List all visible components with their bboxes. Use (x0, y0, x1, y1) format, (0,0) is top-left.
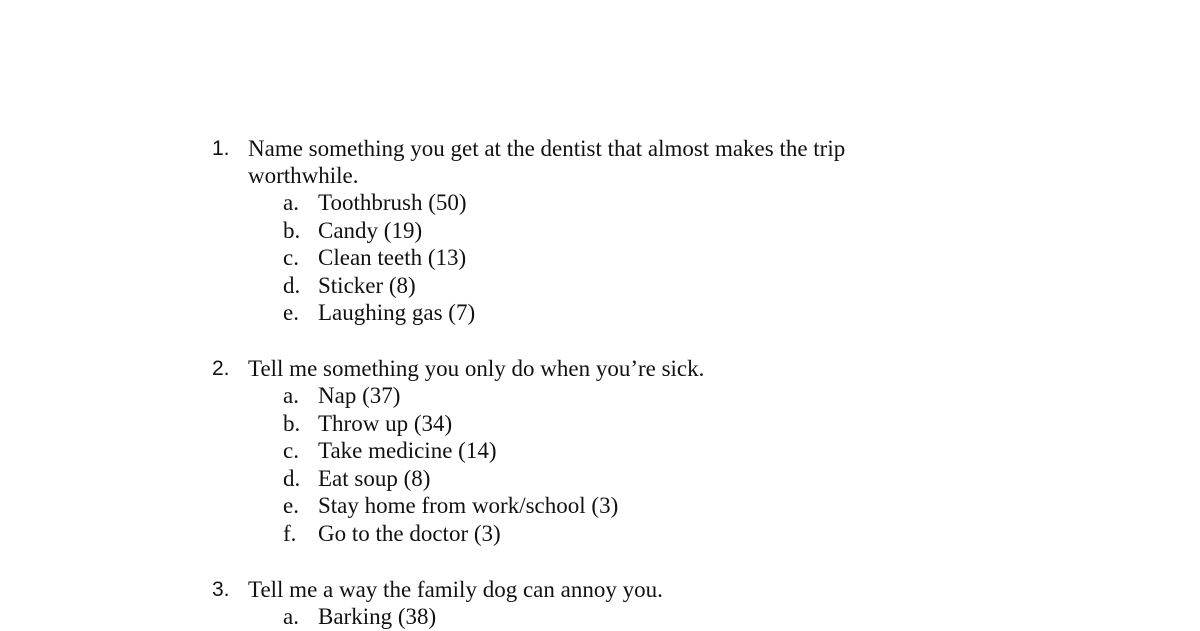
answer-item (0, 437, 1200, 465)
answer-letter: f. (283, 520, 297, 546)
answer-letter: d. (283, 272, 301, 298)
answer-letter: e. (283, 493, 299, 519)
answer-letter: a. (283, 190, 299, 215)
question-text: Tell me something you only do when you’re sick. (248, 356, 705, 381)
answer-text: Eat soup (8) (318, 465, 431, 491)
answer-text: Nap (37) (318, 383, 401, 408)
answer-item (0, 382, 1200, 410)
question-text: Name something you get at the dentist that almost makes the trip worthwhile. (248, 136, 846, 188)
answer-text: Take medicine (14) (318, 438, 497, 464)
question-number: 1. (212, 137, 230, 160)
answer-letter: c. (283, 245, 299, 271)
answer-item (0, 603, 1200, 631)
answer-letter: b. (283, 410, 301, 436)
answer-item (0, 465, 1200, 493)
answer-letter: e. (283, 300, 299, 326)
answer-item (0, 520, 1200, 548)
answer-text: Toothbrush (50) (318, 190, 467, 215)
answer-letter: d. (283, 465, 301, 491)
answer-text: Laughing gas (7) (318, 300, 476, 326)
answer-letter: a. (283, 604, 299, 629)
answer-item (0, 299, 1200, 327)
answer-item (0, 244, 1200, 272)
answer-text: Stay home from work/school (3) (318, 493, 619, 519)
question-number: 3. (212, 578, 230, 601)
answer-letter: b. (283, 217, 301, 243)
answer-item (0, 410, 1200, 438)
question-text: Tell me a way the family dog can annoy you. (248, 577, 663, 602)
answer-list (0, 189, 1200, 327)
answer-letter: c. (283, 438, 299, 464)
answer-item (0, 189, 1200, 217)
answer-text: Clean teeth (13) (318, 245, 467, 271)
answer-text: Go to the doctor (3) (318, 520, 501, 546)
question-number: 2. (212, 357, 230, 380)
answer-item (0, 272, 1200, 300)
answer-text: Candy (19) (318, 217, 423, 243)
answer-list (0, 603, 1200, 631)
answer-text: Barking (38) (318, 604, 437, 629)
answer-letter: a. (283, 383, 299, 408)
answer-text: Sticker (8) (318, 272, 416, 298)
answer-text: Throw up (34) (318, 410, 453, 436)
answer-list (0, 382, 1200, 548)
answer-item (0, 492, 1200, 520)
answer-item (0, 217, 1200, 245)
